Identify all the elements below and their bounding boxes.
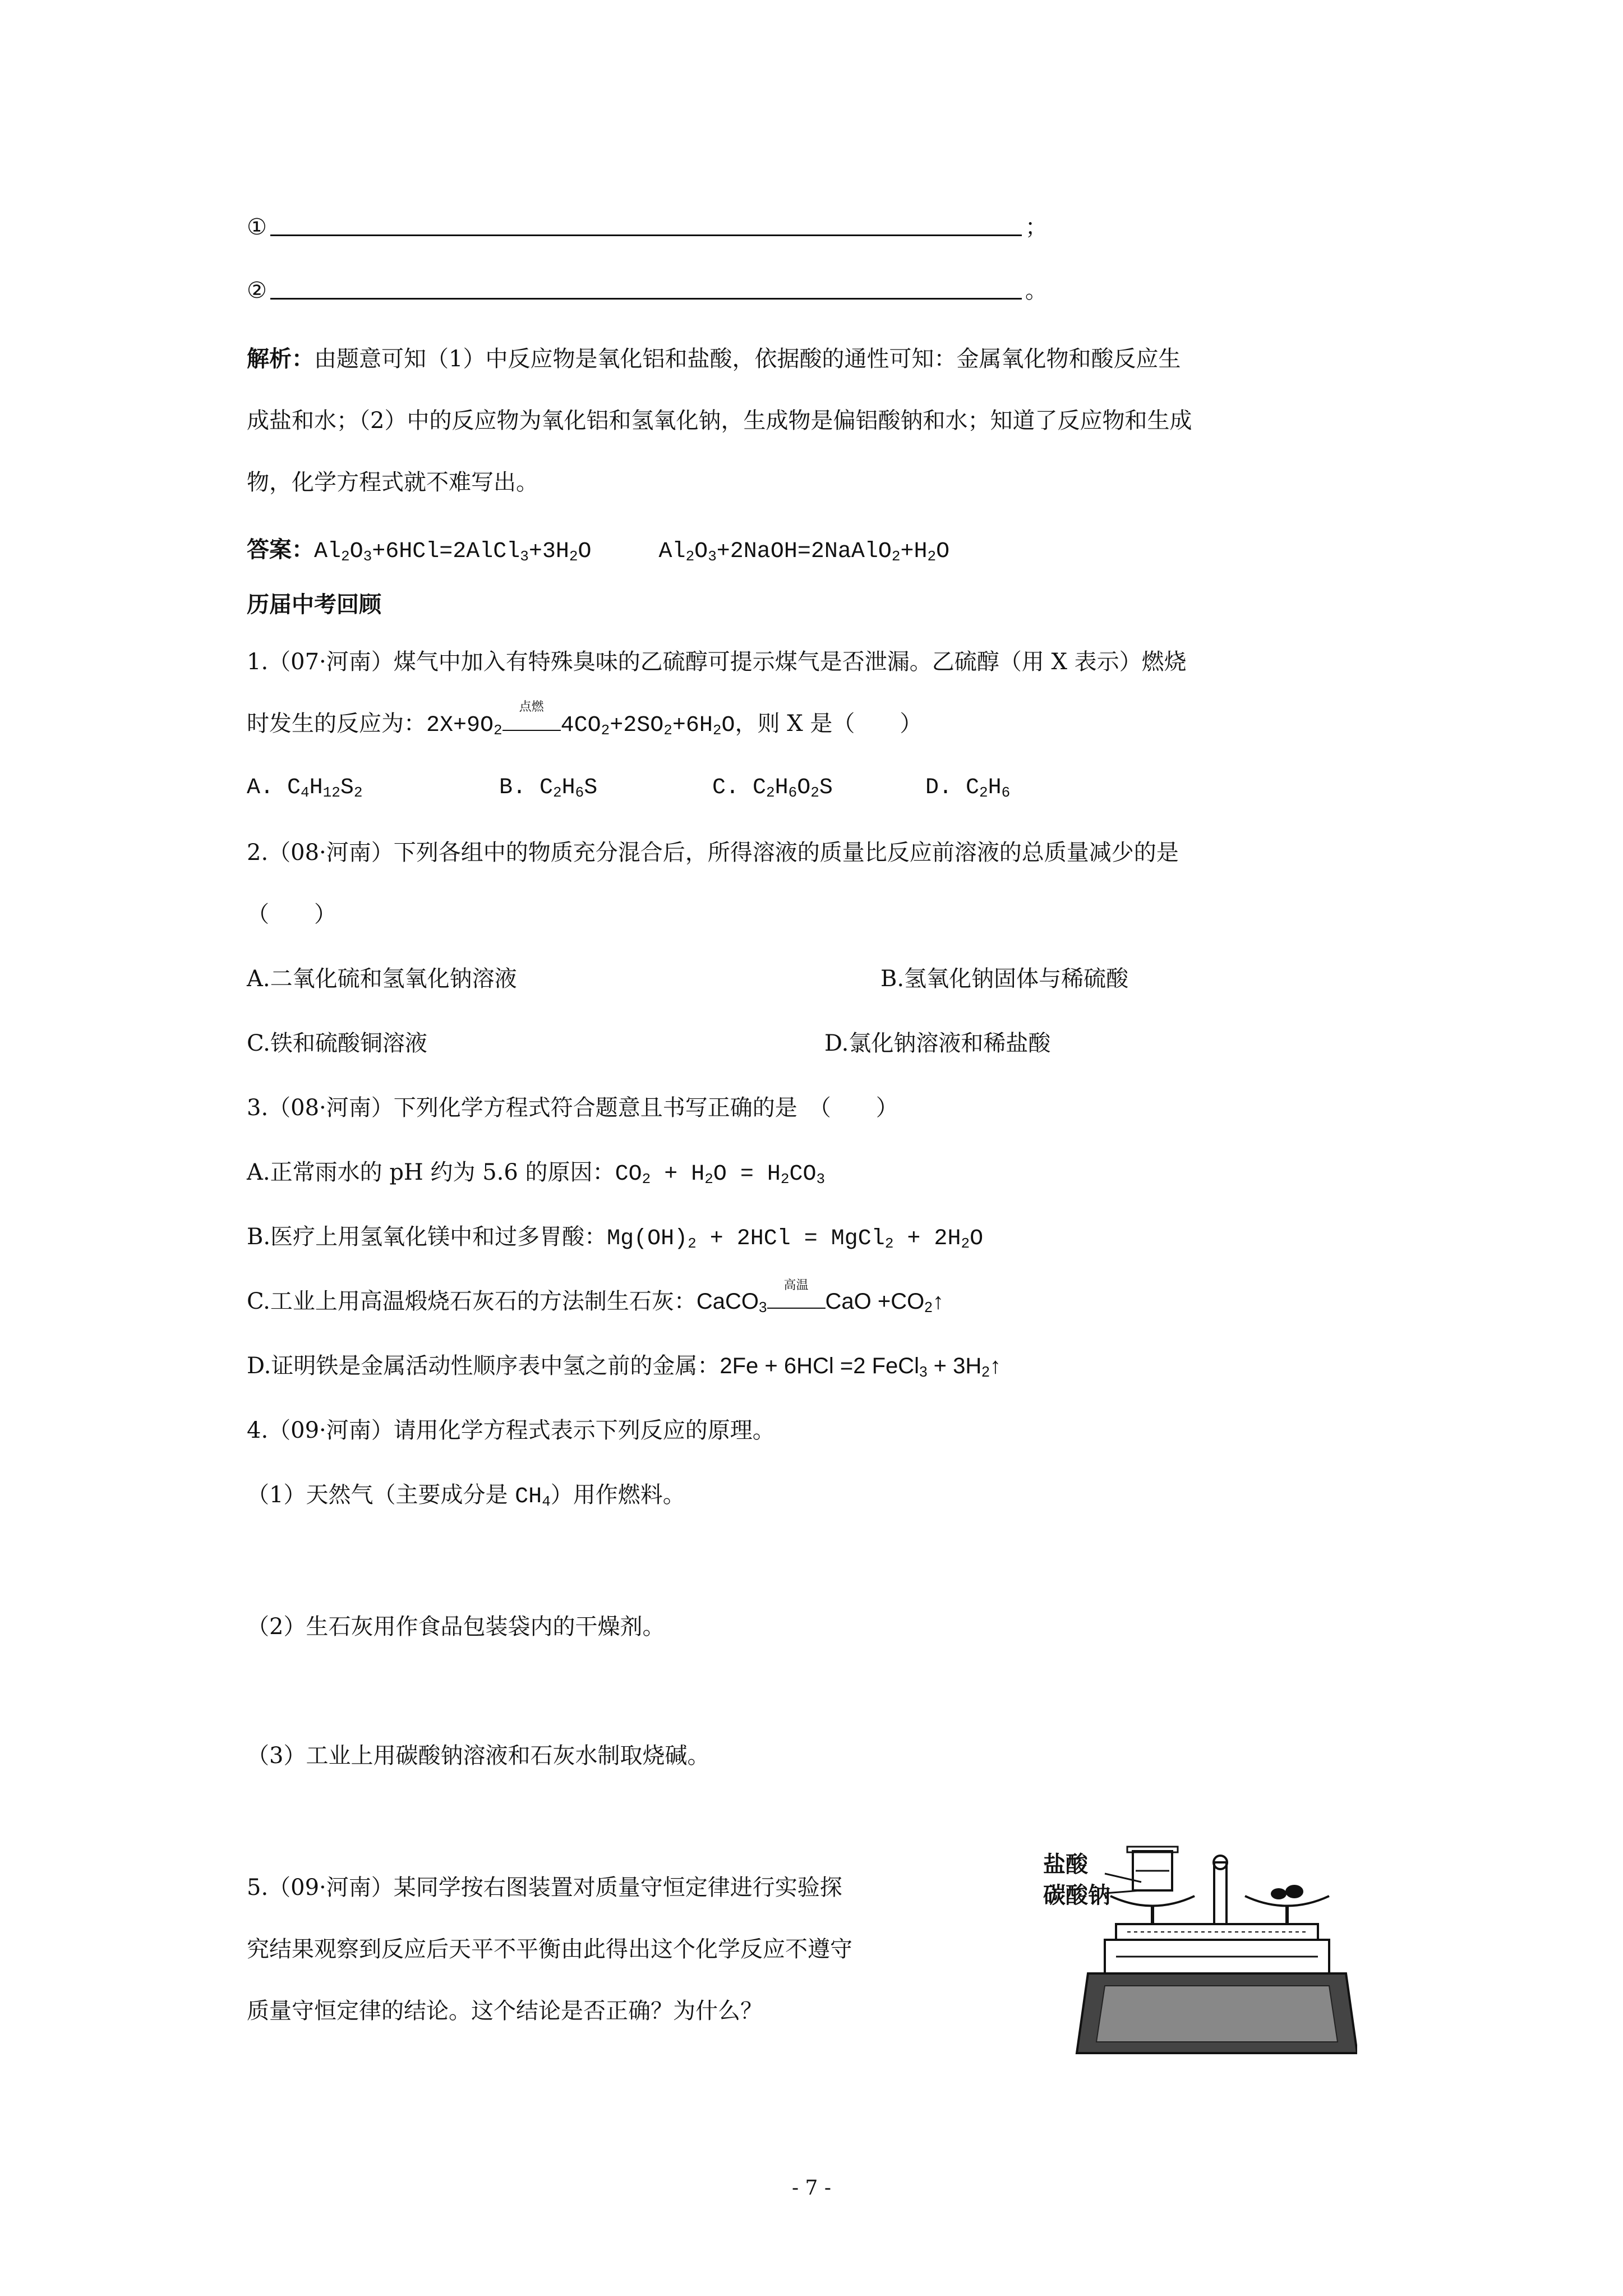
reaction-condition: 高温 xyxy=(783,1278,809,1292)
answer-blank-2 xyxy=(270,298,1022,300)
q2-line-1: 2.（08·河南）下列各组中的物质充分混合后，所得溶液的质量比反应前溶液的总质量减少的是 xyxy=(247,840,1179,866)
q4-sub-3: （3）工业上用碳酸钠溶液和石灰水制取烧碱。 xyxy=(247,1743,710,1769)
balance-figure xyxy=(1043,1840,1357,2059)
circled-number-1: ① xyxy=(247,214,267,240)
q3-option-b: B.医疗上用氢氧化镁中和过多胃酸：$Mg(OH)_2 + 2HCl$ = MgCl$_2$ + $2H_2O$ xyxy=(247,1224,984,1252)
answer-label: 答案： xyxy=(247,536,314,563)
q1-suffix: ，则 X 是（ ） xyxy=(735,711,923,737)
q3-option-a: A.正常雨水的 pH 约为 5.6 的原因：$CO_2 + H_2O = H_2CO_3$ xyxy=(247,1159,826,1188)
figure-label-hydrochloric-acid: 盐酸 xyxy=(1043,1851,1088,1878)
q2-line-2: （ ） xyxy=(247,901,336,927)
q1-line-1: 1.（07·河南）煤气中加入有特殊臭味的乙硫醇可提示煤气是否泄漏。乙硫醇（用 X 表示）燃烧 xyxy=(247,649,1187,675)
balance-scale-icon xyxy=(1043,1840,1357,2059)
q5-line-3: 质量守恒定律的结论。这个结论是否正确？为什么？ xyxy=(247,1998,763,2024)
q4-sub-2: （2）生石灰用作食品包装袋内的干燥剂。 xyxy=(247,1614,665,1640)
circled-number-2: ② xyxy=(247,278,267,303)
q1-option-a: A. $C_4H_{12}S_2$ xyxy=(247,775,363,801)
q1-option-c: C. $C_2H_6O_2S$ xyxy=(712,775,833,801)
figure-label-sodium-carbonate: 碳酸钠 xyxy=(1043,1882,1110,1908)
q1-option-d: D. $C_2H_6$ xyxy=(925,775,1011,801)
analysis-text: 由题意可知（1）中反应物是氧化铝和盐酸，依据酸的通性可知：金属氧化物和酸反应生 xyxy=(314,346,1181,372)
q3-line-1: 3.（08·河南）下列化学方程式符合题意且书写正确的是 （ ） xyxy=(247,1095,898,1121)
answer-equation-2: $Al_2O_3+2NaOH=2NaAlO_2+H_2O$ xyxy=(658,539,950,565)
q4-sub-1: （1）天然气（主要成分是 $CH_4$）用作燃料。 xyxy=(247,1482,685,1510)
analysis-line-3: 物，化学方程式就不难写出。 xyxy=(247,470,538,495)
q2-option-c: C.铁和硫酸铜溶液 xyxy=(247,1030,427,1056)
q1-line-2 xyxy=(247,701,923,743)
q5-line-2: 究结果观察到反应后天平不平衡由此得出这个化学反应不遵守 xyxy=(247,1936,852,1962)
answer-equation-1: $Al_2O_3+6HCl=2AlCl_3+3H_2O$ xyxy=(314,539,592,565)
q3-option-c: C.工业上用高温煅烧石灰石的方法制生石灰：CaCO$_3$ 高温 CaO $+CO_2↑$ xyxy=(247,1278,944,1315)
page-number: - 7 - xyxy=(791,2177,832,2200)
blank-end-punct: ； xyxy=(1025,214,1048,240)
q3-option-d: D.证明铁是金属活动性顺序表中氢之前的金属：2Fe + 6HCl =2 FeCl$_3$ + $3H_2↑$ xyxy=(247,1353,1001,1380)
q2-option-a: A.二氧化硫和氢氧化钠溶液 xyxy=(247,966,517,992)
q1-option-b: B. $C_2H_6S$ xyxy=(499,775,598,801)
analysis-line-2: 成盐和水；（2）中的反应物为氧化铝和氢氧化钠，生成物是偏铝酸钠和水；知道了反应物和生成 xyxy=(247,408,1192,434)
analysis-label: 解析： xyxy=(247,346,314,372)
q1-equation: $2X+9O_2$ 点燃 $4CO_2+2SO_2+6H_2O$ xyxy=(426,701,735,739)
q2-option-b: B.氢氧化钠固体与稀硫酸 xyxy=(880,966,1129,992)
blank-end-punct: 。 xyxy=(1025,278,1048,303)
q1-options xyxy=(247,771,1010,805)
q1-prefix: 时发生的反应为： xyxy=(247,711,426,737)
section-title: 历届中考回顾 xyxy=(247,591,381,618)
reaction-condition: 点燃 xyxy=(519,701,544,715)
q4-line-1: 4.（09·河南）请用化学方程式表示下列反应的原理。 xyxy=(247,1418,775,1443)
blank-line-1 xyxy=(247,210,1048,244)
q5-line-1: 5.（09·河南）某同学按右图装置对质量守恒定律进行实验探 xyxy=(247,1875,842,1901)
answer-line xyxy=(247,533,949,569)
q2-option-d: D.氯化钠溶液和稀盐酸 xyxy=(824,1030,1051,1056)
analysis-line-1 xyxy=(247,342,1181,376)
answer-blank-1 xyxy=(270,234,1022,236)
blank-line-2 xyxy=(247,274,1048,307)
